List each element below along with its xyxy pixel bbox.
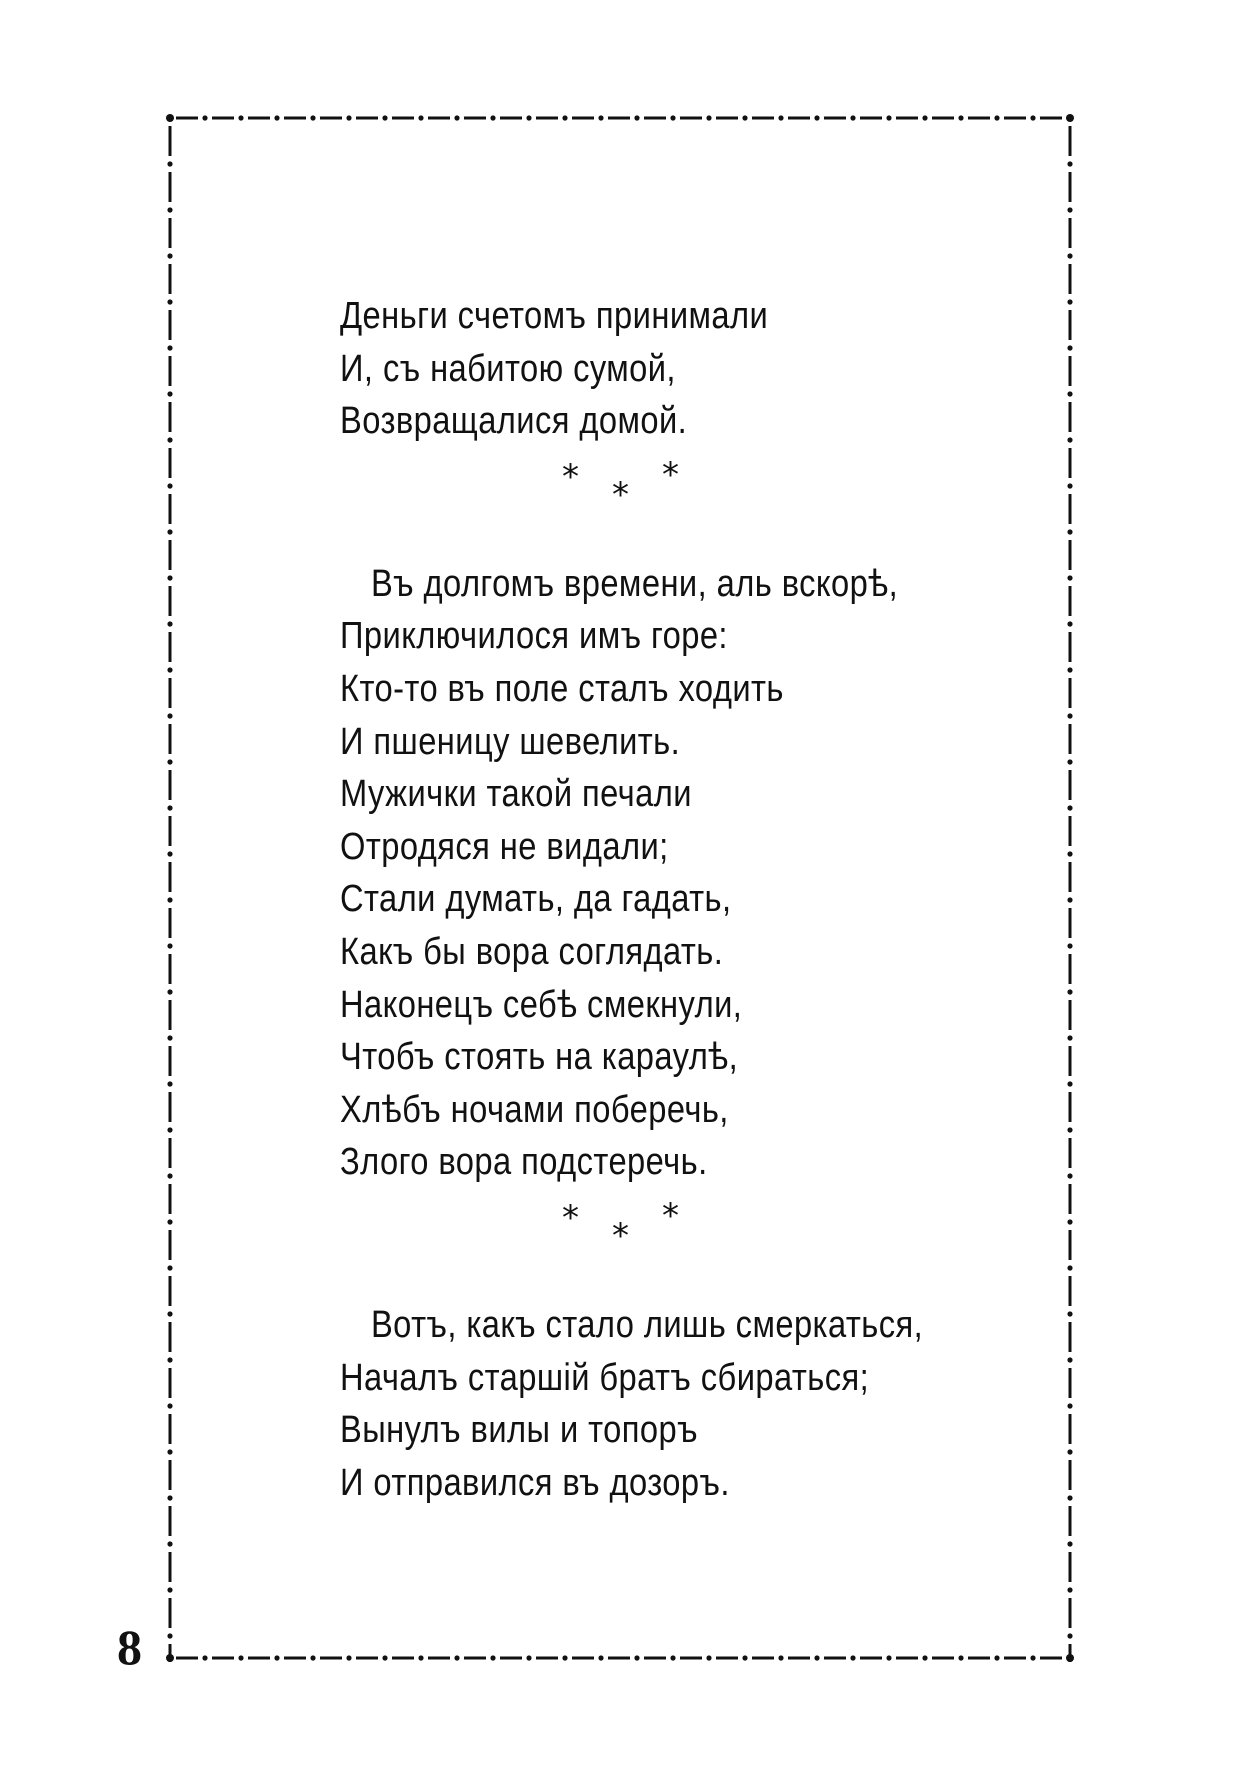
- border-ornament: [922, 1655, 927, 1660]
- border-ornament: [1067, 1633, 1072, 1638]
- border-ornament: [1067, 1127, 1072, 1132]
- poem-line: Въ долгомъ времени, аль вскорѣ,: [370, 562, 899, 605]
- border-ornament: [886, 1655, 891, 1660]
- border-ornament: [167, 851, 172, 856]
- border-ornament: [167, 1127, 172, 1132]
- border-ornament: [167, 667, 172, 672]
- border-ornament: [274, 115, 279, 120]
- border-ornament: [167, 1219, 172, 1224]
- border-ornament: [1066, 114, 1074, 122]
- poem-line: Приключилося имъ горе:: [340, 615, 728, 658]
- poem-line: Наконецъ себѣ смекнули,: [340, 983, 743, 1026]
- border-ornament: [778, 1655, 783, 1660]
- border-ornament: [202, 115, 207, 120]
- border-ornament: [310, 1655, 315, 1660]
- border-ornament: [167, 161, 172, 166]
- border-ornament: [274, 1655, 279, 1660]
- border-ornament: [1067, 851, 1072, 856]
- border-ornament: [850, 1655, 855, 1660]
- border-ornament: [598, 115, 603, 120]
- border-ornament: [994, 1655, 999, 1660]
- border-ornament: [454, 115, 459, 120]
- poem-line: Хлѣбъ ночами поберечь,: [340, 1088, 729, 1131]
- border-ornament: [1067, 897, 1072, 902]
- asterism-divider: [340, 1189, 980, 1299]
- border-ornament: [167, 1541, 172, 1546]
- border-ornament: [167, 1449, 172, 1454]
- border-ornament: [454, 1655, 459, 1660]
- border-ornament: [1067, 529, 1072, 534]
- asterisk-mark: *: [662, 454, 679, 495]
- border-ornament: [490, 115, 495, 120]
- border-ornament: [706, 1655, 711, 1660]
- border-ornament: [167, 207, 172, 212]
- border-ornament: [166, 114, 174, 122]
- poem-line: Деньги счетомъ принимали: [340, 295, 769, 337]
- border-ornament: [1067, 759, 1072, 764]
- border-ornament: [418, 1655, 423, 1660]
- border-ornament: [1067, 943, 1072, 948]
- asterisk-mark: *: [562, 456, 579, 497]
- border-ornament: [167, 391, 172, 396]
- border-ornament: [167, 1081, 172, 1086]
- poem-line: Кто-то въ поле сталъ ходить: [340, 667, 784, 710]
- border-ornament: [238, 115, 243, 120]
- border-ornament: [167, 713, 172, 718]
- border-ornament: [1067, 1219, 1072, 1224]
- border-ornament: [167, 1495, 172, 1500]
- border-ornament: [1067, 161, 1072, 166]
- border-ornament: [167, 1035, 172, 1040]
- border-ornament: [1067, 1541, 1072, 1546]
- border-ornament: [526, 1655, 531, 1660]
- border-ornament: [1067, 1449, 1072, 1454]
- poem-line: Вотъ, какъ стало лишь смеркаться,: [370, 1303, 924, 1346]
- border-ornament: [634, 1655, 639, 1660]
- asterisk-mark: *: [562, 1197, 579, 1238]
- border-ornament: [167, 299, 172, 304]
- border-ornament: [167, 1265, 172, 1270]
- border-ornament: [1067, 805, 1072, 810]
- border-ornament: [167, 989, 172, 994]
- border-ornament: [922, 115, 927, 120]
- border-ornament: [1067, 989, 1072, 994]
- border-ornament: [167, 575, 172, 580]
- poem-line: Началъ старшій братъ сбираться;: [340, 1356, 870, 1399]
- border-ornament: [1030, 1655, 1035, 1660]
- border-ornament: [1030, 115, 1035, 120]
- border-ornament: [1067, 391, 1072, 396]
- border-ornament: [562, 1655, 567, 1660]
- poem-line: И пшеницу шевелить.: [340, 720, 681, 763]
- poem-line: Возвращалися домой.: [340, 400, 688, 443]
- border-ornament: [1067, 345, 1072, 350]
- border-ornament: [1067, 1587, 1072, 1592]
- page-number: 8: [117, 1619, 142, 1675]
- border-ornament: [1067, 575, 1072, 580]
- border-ornament: [778, 115, 783, 120]
- stanza-1: [340, 290, 980, 448]
- border-ornament: [1067, 483, 1072, 488]
- border-ornament: [1067, 1035, 1072, 1040]
- poem-line: Вынулъ вилы и топоръ: [340, 1409, 698, 1452]
- poem-text: [340, 290, 980, 1509]
- border-ornament: [850, 115, 855, 120]
- border-ornament: [1067, 1173, 1072, 1178]
- border-ornament: [958, 115, 963, 120]
- poem-line: И, съ набитою сумой,: [340, 347, 676, 390]
- poem-line: Какъ бы вора соглядать.: [340, 930, 724, 973]
- border-ornament: [167, 1633, 172, 1638]
- border-ornament: [167, 759, 172, 764]
- border-ornament: [167, 1357, 172, 1362]
- poem-line: Мужички такой печали: [340, 773, 692, 816]
- border-ornament: [167, 483, 172, 488]
- poem-line: Отродяся не видали;: [340, 825, 669, 868]
- border-ornament: [167, 1587, 172, 1592]
- border-ornament: [1067, 1265, 1072, 1270]
- border-ornament: [167, 1311, 172, 1316]
- border-ornament: [1067, 1311, 1072, 1316]
- border-ornament: [1067, 253, 1072, 258]
- border-ornament: [814, 115, 819, 120]
- border-ornament: [670, 115, 675, 120]
- border-ornament: [634, 115, 639, 120]
- border-ornament: [167, 253, 172, 258]
- border-ornament: [1067, 437, 1072, 442]
- poem-line: Злого вора подстеречь.: [340, 1141, 708, 1184]
- border-ornament: [167, 621, 172, 626]
- border-ornament: [670, 1655, 675, 1660]
- border-ornament: [310, 115, 315, 120]
- border-ornament: [1067, 621, 1072, 626]
- border-ornament: [167, 805, 172, 810]
- border-ornament: [346, 115, 351, 120]
- stanza-2: [340, 558, 980, 1189]
- asterisk-mark: *: [612, 1215, 629, 1256]
- stanza-3: [340, 1299, 980, 1509]
- asterism-divider: [340, 448, 980, 558]
- border-ornament: [167, 529, 172, 534]
- border-ornament: [886, 115, 891, 120]
- asterisk-mark: *: [612, 474, 629, 515]
- border-ornament: [526, 115, 531, 120]
- border-ornament: [167, 943, 172, 948]
- border-ornament: [1067, 1357, 1072, 1362]
- border-ornament: [167, 1403, 172, 1408]
- border-ornament: [1067, 1495, 1072, 1500]
- border-ornament: [958, 1655, 963, 1660]
- border-ornament: [598, 1655, 603, 1660]
- border-ornament: [382, 115, 387, 120]
- border-ornament: [167, 1173, 172, 1178]
- border-ornament: [1067, 299, 1072, 304]
- border-ornament: [814, 1655, 819, 1660]
- border-ornament: [742, 115, 747, 120]
- poem-line: Чтобъ стоять на караулѣ,: [340, 1036, 739, 1079]
- border-ornament: [1066, 1654, 1074, 1662]
- border-ornament: [166, 1654, 174, 1662]
- border-ornament: [1067, 1403, 1072, 1408]
- border-ornament: [1067, 207, 1072, 212]
- border-ornament: [167, 897, 172, 902]
- asterisk-mark: *: [662, 1195, 679, 1236]
- border-ornament: [382, 1655, 387, 1660]
- border-ornament: [238, 1655, 243, 1660]
- border-ornament: [1067, 1081, 1072, 1086]
- border-ornament: [490, 1655, 495, 1660]
- border-ornament: [418, 115, 423, 120]
- border-ornament: [742, 1655, 747, 1660]
- border-ornament: [994, 115, 999, 120]
- border-ornament: [1067, 667, 1072, 672]
- poem-line: Стали думать, да гадать,: [340, 878, 732, 921]
- border-ornament: [202, 1655, 207, 1660]
- poem-line: И отправился въ дозоръ.: [340, 1461, 730, 1504]
- border-ornament: [167, 437, 172, 442]
- border-ornament: [562, 115, 567, 120]
- border-ornament: [1067, 713, 1072, 718]
- border-ornament: [346, 1655, 351, 1660]
- border-ornament: [706, 115, 711, 120]
- border-ornament: [167, 345, 172, 350]
